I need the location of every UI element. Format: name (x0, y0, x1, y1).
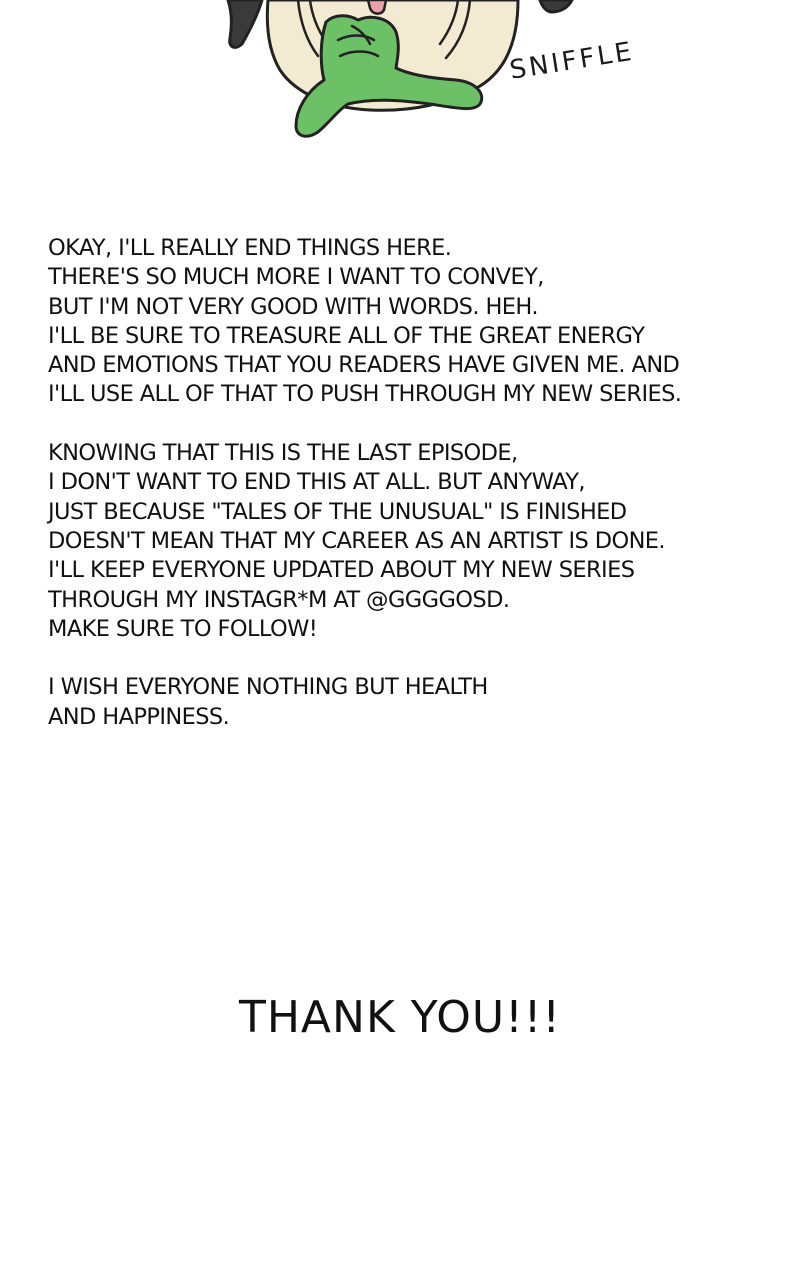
message-line: OKAY, I'LL REALLY END THINGS HERE. (48, 235, 452, 261)
left-ear-icon (228, 0, 262, 47)
message-line: AND HAPPINESS. (48, 703, 230, 730)
message-line: KNOWING THAT THIS IS THE LAST EPISODE, (48, 440, 518, 467)
message-line: JUST BECAUSE "TALES OF THE UNUSUAL" IS FINISHED (48, 498, 627, 525)
message-line: I'LL KEEP EVERYONE UPDATED ABOUT MY NEW SERIES (48, 557, 635, 584)
message-line: BUT I'M NOT VERY GOOD WITH WORDS. HEH. (48, 293, 538, 320)
mouth-shape (368, 0, 386, 14)
message-paragraph (48, 673, 778, 732)
crying-character-illustration (0, 0, 800, 160)
message-line: I'LL BE SURE TO TREASURE ALL OF THE GREAT ENERGY (48, 322, 645, 349)
message-line: THERE'S SO MUCH MORE I WANT TO CONVEY, (48, 264, 544, 291)
message-paragraph (48, 234, 778, 410)
message-line: I'LL USE ALL OF THAT TO PUSH THROUGH MY NEW SERIES. (48, 381, 682, 408)
message-line: DOESN'T MEAN THAT MY CAREER AS AN ARTIST IS DONE. (48, 527, 665, 554)
message-line: AND EMOTIONS THAT YOU READERS HAVE GIVEN ME. AND (48, 352, 680, 379)
message-line: I WISH EVERYONE NOTHING BUT HEALTH (48, 674, 488, 701)
right-ear-icon (540, 0, 572, 12)
message-paragraph (48, 439, 778, 644)
sound-effect-text: SNIFFLE (507, 36, 637, 86)
message-line: MAKE SURE TO FOLLOW! (48, 615, 318, 642)
message-line: THROUGH MY INSTAGR*M AT @GGGGOSD. (48, 586, 510, 613)
thank-you-heading: THANK YOU!!! (238, 992, 562, 1043)
message-line: I DON'T WANT TO END THIS AT ALL. BUT ANYWAY, (48, 469, 585, 496)
farewell-message (48, 234, 778, 761)
